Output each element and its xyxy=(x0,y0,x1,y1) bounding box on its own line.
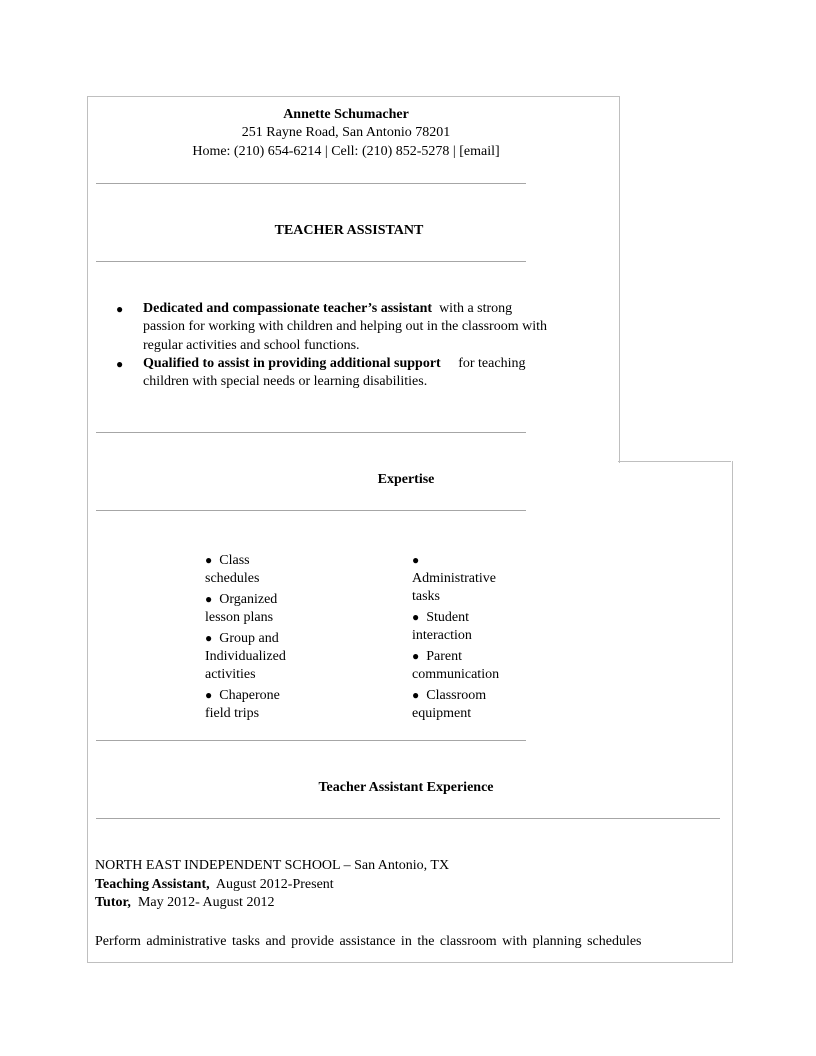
expertise-item: ● Group and xyxy=(205,631,279,646)
expertise-item-cont: tasks xyxy=(412,589,440,604)
divider xyxy=(96,183,526,184)
expertise-item-cont: schedules xyxy=(205,571,260,586)
role-description: Perform administrative tasks and provide assistance in the classroom with planning schedules xyxy=(95,934,642,949)
summary-text: for teaching xyxy=(458,356,526,371)
summary-highlight: Qualified to assist in providing additional support xyxy=(143,356,441,371)
experience-heading: Teacher Assistant Experience xyxy=(318,780,494,795)
candidate-contact: Home: (210) 654-6214 | Cell: (210) 852-5278 | [email] xyxy=(192,144,500,159)
bullet-icon: ● xyxy=(205,688,213,702)
role-line xyxy=(95,894,274,912)
summary-highlight: Dedicated and compassionate teacher’s assistant xyxy=(143,301,433,316)
role-title: Tutor, xyxy=(95,895,131,910)
summary-text: children with special needs or learning disabilities. xyxy=(143,374,428,389)
bullet-icon: ● xyxy=(412,688,420,702)
role-line xyxy=(95,876,334,894)
expertise-item: ● Organized xyxy=(205,592,278,607)
expertise-item-cont: communication xyxy=(412,667,500,682)
divider xyxy=(96,740,526,741)
bullet-icon: ● xyxy=(205,592,213,606)
divider xyxy=(96,818,720,819)
divider xyxy=(96,432,526,433)
expertise-item: ● Classroom xyxy=(412,688,487,703)
expertise-item-cont: lesson plans xyxy=(205,610,274,625)
candidate-address: 251 Rayne Road, San Antonio 78201 xyxy=(241,125,451,140)
expertise-item-cont: field trips xyxy=(205,706,260,721)
bullet-icon: ● xyxy=(205,631,213,645)
expertise-item-cont: Individualized xyxy=(205,649,286,664)
expertise-item: ● Parent xyxy=(412,649,463,664)
expertise-item-cont: equipment xyxy=(412,706,472,721)
expertise-item: ● Chaperone xyxy=(205,688,280,703)
job-title: TEACHER ASSISTANT xyxy=(274,223,424,238)
candidate-name: Annette Schumacher xyxy=(283,107,409,122)
expertise-heading: Expertise xyxy=(377,472,435,487)
expertise-column-right xyxy=(412,551,512,723)
bullet-icon: ● xyxy=(205,553,213,567)
expertise-item-cont: Administrative xyxy=(412,571,496,586)
role-dates: August 2012-Present xyxy=(215,877,334,892)
divider xyxy=(96,261,526,262)
expertise-column-left xyxy=(205,551,305,723)
summary-text: with a strong xyxy=(439,301,513,316)
summary-text: passion for working with children and helping out in the classroom with xyxy=(143,319,547,334)
summary-text: regular activities and school functions. xyxy=(143,338,360,353)
expertise-item-cont: activities xyxy=(205,667,256,682)
role-dates: May 2012- August 2012 xyxy=(137,895,275,910)
bullet-icon: ● xyxy=(116,357,124,371)
expertise-item: ● Class xyxy=(205,553,250,568)
expertise-item-cont: interaction xyxy=(412,628,472,643)
expertise-item: ● Student xyxy=(412,610,470,625)
bullet-icon: ● xyxy=(412,649,420,663)
divider xyxy=(96,510,526,511)
bullet-icon: ● xyxy=(412,553,420,567)
bullet-icon: ● xyxy=(412,610,420,624)
expertise-item xyxy=(412,551,512,570)
role-title: Teaching Assistant, xyxy=(95,877,210,892)
bullet-icon: ● xyxy=(116,302,124,316)
page-frame-join xyxy=(618,461,731,462)
employer: NORTH EAST INDEPENDENT SCHOOL – San Antonio, TX xyxy=(95,858,450,873)
